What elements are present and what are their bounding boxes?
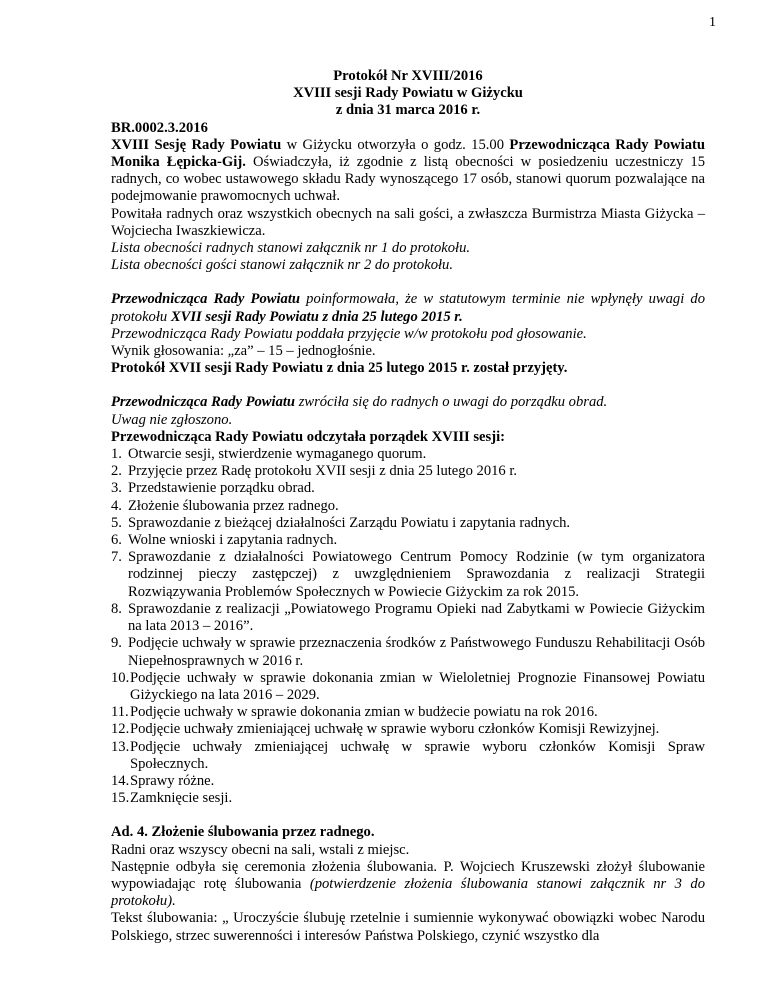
agenda-chair: Przewodnicząca Rady Powiatu bbox=[111, 394, 296, 411]
opening-bold-2: Przewodnicząca Rady Powiatu Monika Łępicka-Gij. bbox=[111, 136, 706, 171]
agenda-list bbox=[111, 446, 705, 807]
agenda-item: 8. Sprawozdanie z realizacji „Powiatowego Programu Opieki nad Zabytkami w Powiecie Giżyckim na lata 2013 – 2016”. bbox=[111, 600, 705, 635]
agenda-item: 6. Wolne wnioski i zapytania radnych. bbox=[111, 532, 338, 549]
opening-text-2: Oświadczyła, iż zgodnie z listą obecności w posiedzeniu uczestniczy 15 radnych, co wobec ustawowego składu Rady wynoszącego 17 osób, stanowi quorum pozwalające na podejmowanie prawomocnych uchwał. bbox=[111, 154, 705, 205]
spacer bbox=[111, 377, 705, 394]
minutes-accepted: Protokół XVII sesji Rady Powiatu z dnia 25 lutego 2015 r. został przyjęty. bbox=[111, 360, 568, 377]
agenda-item: 10. Podjęcie uchwały w sprawie dokonania zmian w Wieloletniej Prognozie Finansowej Powiatu Giżyckiego na lata 2016 – 2029. bbox=[111, 669, 705, 703]
session-title: XVIII sesji Rady Powiatu w Giżycku bbox=[293, 85, 523, 102]
attachment-note-1: Lista obecności radnych stanowi załącznik nr 1 do protokołu. bbox=[111, 240, 471, 257]
agenda-read: Przewodnicząca Rady Powiatu odczytała porządek XVIII sesji: bbox=[111, 428, 505, 445]
ad4-paragraph-1: Radni oraz wszyscy obecni na sali, wstali z miejsc. bbox=[111, 841, 410, 858]
minutes-session-ref: XVII sesji Rady Powiatu z dnia 25 lutego 2015 r. bbox=[170, 308, 463, 325]
ad4-oath-text: Tekst ślubowania: „ Uroczyście ślubuję rzetelnie i sumiennie wykonywać obowiązki wobec Narodu Polskiego, strzec suwerenności i interesów Państwa Polskiego, czynić wszystko dla bbox=[111, 910, 705, 944]
welcome-paragraph: Powitała radnych oraz wszystkich obecnych na sali gości, a zwłaszcza Burmistrza Miasta Giżycka – Wojciecha Iwaszkiewicza. bbox=[111, 205, 705, 239]
minutes-text: poinformowała, że w statutowym terminie nie wpłynęły uwagi do protokołu bbox=[111, 291, 705, 325]
agenda-item: 12. Podjęcie uchwały zmieniającej uchwałę w sprawie wyboru członków Komisji Rewizyjnej. bbox=[111, 721, 660, 738]
agenda-item: 15. Zamknięcie sesji. bbox=[111, 790, 233, 807]
minutes-chair: Przewodnicząca Rady Powiatu bbox=[111, 291, 301, 308]
minutes-vote-result: Wynik głosowania: „za” – 15 – jednogłośnie. bbox=[111, 343, 376, 360]
agenda-item: 3. Przedstawienie porządku obrad. bbox=[111, 480, 315, 497]
minutes-vote-request: Przewodnicząca Rady Powiatu poddała przyjęcie w/w protokołu pod głosowanie. bbox=[111, 325, 587, 342]
agenda-item: 11. Podjęcie uchwały w sprawie dokonania zmian w budżecie powiatu na rok 2016. bbox=[111, 704, 598, 721]
opening-text-1: w Giżycku otworzyła o godz. 15.00 bbox=[281, 136, 510, 153]
minutes-paragraph bbox=[111, 291, 705, 325]
spacer bbox=[111, 274, 705, 291]
page-number: 1 bbox=[709, 15, 716, 30]
ad4-heading: Ad. 4. Złożenie ślubowania przez radnego. bbox=[111, 824, 375, 841]
document-body bbox=[111, 68, 705, 945]
protocol-title: Protokół Nr XVIII/2016 bbox=[333, 68, 483, 84]
agenda-item: 1. Otwarcie sesji, stwierdzenie wymaganego quorum. bbox=[111, 446, 427, 463]
agenda-intro bbox=[111, 394, 705, 411]
agenda-intro-text: zwróciła się do radnych o uwagi do porządku obrad. bbox=[295, 394, 608, 411]
reference-number: BR.0002.3.2016 bbox=[111, 119, 208, 136]
agenda-no-remarks: Uwag nie zgłoszono. bbox=[111, 411, 233, 428]
agenda-item: 13. Podjęcie uchwały zmieniającej uchwałę w sprawie wyboru członków Komisji Spraw Społecznych. bbox=[111, 738, 705, 772]
spacer bbox=[111, 807, 705, 824]
agenda-item: 5. Sprawozdanie z bieżącej działalności Zarządu Powiatu i zapytania radnych. bbox=[111, 514, 571, 531]
agenda-item: 14. Sprawy różne. bbox=[111, 772, 215, 789]
agenda-item: 7. Sprawozdanie z działalności Powiatowego Centrum Pomocy Rodzinie (w tym organizatora rodzinnej pieczy zastępczej) z uwzględnieniem Sprawozdania z realizacji Strategii Rozwiązywania Problemów Społecznych w Powiecie Giżyckim za rok 2015. bbox=[111, 549, 705, 600]
agenda-item: 4. Złożenie ślubowania przez radnego. bbox=[111, 497, 339, 514]
ad4-paragraph-2: Następnie odbyła się ceremonia złożenia ślubowania. P. Wojciech Kruszewski złożył ślubowanie wypowiadając rotę ślubowania (potwierdzenie złożenia ślubowania stanowi załącznik nr 3 do protokołu). bbox=[111, 858, 706, 910]
session-date: z dnia 31 marca 2016 r. bbox=[335, 102, 481, 119]
agenda-item: 9. Podjęcie uchwały w sprawie przeznaczenia środków z Państwowego Funduszu Rehabilitacji Osób Niepełnosprawnych w 2016 r. bbox=[111, 635, 705, 669]
attachment-note-2: Lista obecności gości stanowi załącznik nr 2 do protokołu. bbox=[111, 257, 453, 274]
opening-paragraph bbox=[111, 137, 705, 206]
agenda-item: 2. Przyjęcie przez Radę protokołu XVII sesji z dnia 25 lutego 2016 r. bbox=[111, 463, 518, 480]
opening-bold-1: XVIII Sesję Rady Powiatu bbox=[111, 136, 282, 153]
